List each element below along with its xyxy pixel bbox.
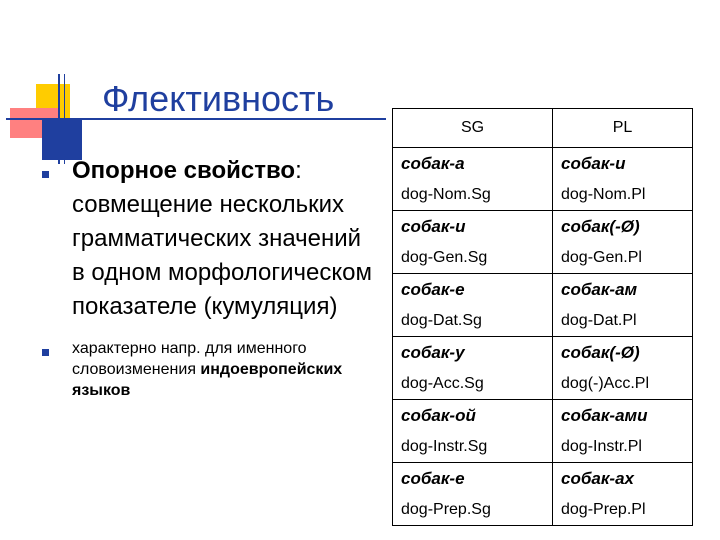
table-cell: dog-Instr.Pl — [553, 431, 693, 463]
table-row-gloss — [393, 305, 693, 337]
table-row-russian — [393, 400, 693, 432]
table-row-russian — [393, 337, 693, 369]
table-cell: dog-Dat.Pl — [553, 305, 693, 337]
bullet-item — [40, 338, 380, 401]
table-cell: dog-Acc.Sg — [393, 368, 553, 400]
case-table — [392, 108, 693, 526]
table-row-russian — [393, 274, 693, 306]
table-cell: собак-ой — [393, 400, 553, 432]
table-cell: dog-Prep.Sg — [393, 494, 553, 526]
table-row-gloss — [393, 179, 693, 211]
table-cell: собак-ах — [553, 463, 693, 495]
table-cell: dog-Instr.Sg — [393, 431, 553, 463]
bullet-list — [40, 154, 380, 401]
bullet-text: характерно напр. для именного словоизменения — [72, 340, 307, 378]
table-cell: dog-Prep.Pl — [553, 494, 693, 526]
table-row-gloss — [393, 368, 693, 400]
bullet-item — [40, 154, 380, 324]
table-cell: собак(-Ø) — [553, 211, 693, 243]
column-header-sg: SG — [393, 109, 553, 148]
column-header-pl: PL — [553, 109, 693, 148]
slide-title: Флективность — [102, 78, 335, 119]
table-cell: собак-а — [393, 148, 553, 180]
table-header-row — [393, 109, 693, 148]
table-row-russian — [393, 148, 693, 180]
bullet-square-icon — [42, 171, 49, 178]
table-cell: собак-у — [393, 337, 553, 369]
bullet-bold-text: индоевропейских языков — [72, 361, 343, 399]
table-cell: собак-ами — [553, 400, 693, 432]
bullet-text: : совмещение нескольких грамматических значений в одном морфологическом показателе (кумуляция) — [72, 157, 373, 320]
table-cell: собак-е — [393, 463, 553, 495]
table-cell: собак-е — [393, 274, 553, 306]
table-cell: dog-Gen.Pl — [553, 242, 693, 274]
table-row-gloss — [393, 494, 693, 526]
table-row-gloss — [393, 431, 693, 463]
table-cell: dog-Nom.Pl — [553, 179, 693, 211]
title-ornament — [0, 0, 110, 170]
table-cell: dog-Gen.Sg — [393, 242, 553, 274]
table-row-russian — [393, 211, 693, 243]
table-row-russian — [393, 463, 693, 495]
bullet-square-icon — [42, 349, 49, 356]
bullet-bold-text: Опорное свойство — [72, 157, 296, 184]
table-cell: собак(-Ø) — [553, 337, 693, 369]
table-cell: dog-Nom.Sg — [393, 179, 553, 211]
table-cell: dog-Dat.Sg — [393, 305, 553, 337]
table-cell: dog(-)Acc.Pl — [553, 368, 693, 400]
table-row-gloss — [393, 242, 693, 274]
table-cell: собак-ам — [553, 274, 693, 306]
table-cell: собак-и — [553, 148, 693, 180]
table-cell: собак-и — [393, 211, 553, 243]
